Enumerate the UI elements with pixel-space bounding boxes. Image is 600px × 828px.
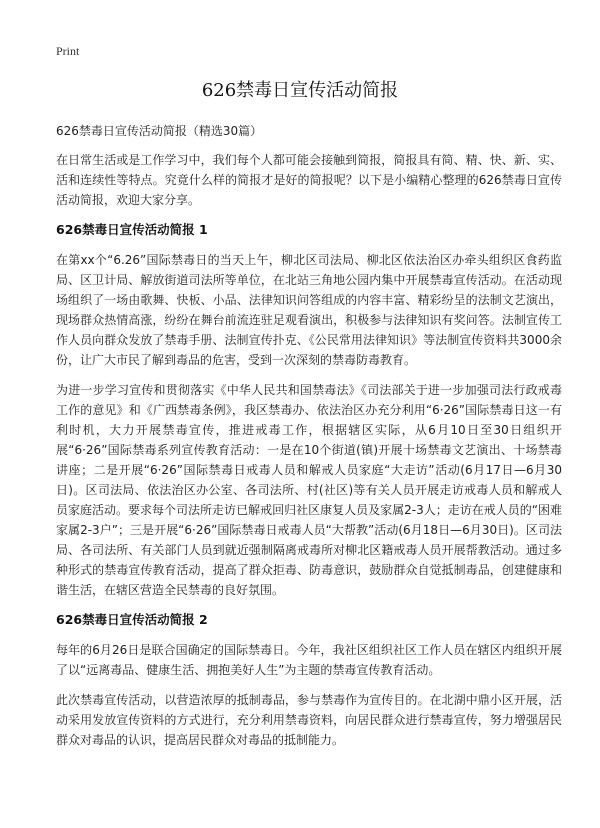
document-body (56, 150, 562, 760)
section-2-paragraph-1: 每年的6月26日是联合国确定的国际禁毒日。今年，我社区组织社区工作人员在辖区内组织开展了以“远离毒品、健康生活、拥抱美好人生”为主题的禁毒宣传教育活动。 (56, 643, 562, 677)
section-1-paragraph-2: 为进一步学习宣传和贯彻落实《中华人民共和国禁毒法》《司法部关于进一步加强司法行政戒毒工作的意见》和《广西禁毒条例》，我区禁毒办、依法治区办充分利用“6·26”国际禁毒日这一有利时机，大力开展禁毒宣传，推进戒毒工作，根据辖区实际，从6月10日至30日组织开展“6·26”国际禁毒系列宣传教育活动：一是在10个街道(镇)开展十场禁毒文艺演出、十场禁毒讲座；二是开展“6·26”国际禁毒日戒毒人员和解戒人员家庭“大走访”活动(6月17日—6月30日)。区司法局、依法治区办公室、各司法所、村(社区)等有关人员开展走访戒毒人员和解戒人员家庭活动。要求每个司法所走访已解戒回归社区康复人员及家属2-3人；走访在戒人员的“困难家属2-3户”；三是开展“6·26”国际禁毒日戒毒人员“大帮教”活动(6月18日—6月30日)。区司法局、各司法所、有关部门人员到就近强制隔离戒毒所对柳北区籍戒毒人员开展帮教活动。通过多种形式的禁毒宣传教育活动，提高了群众拒毒、防毒意识，鼓励群众自觉抵制毒品，创建健康和谐生活，在辖区营造全民禁毒的良好氛围。 (56, 383, 562, 597)
section-heading-1: 626禁毒日宣传活动简报 1 (56, 222, 208, 237)
section-heading-2: 626禁毒日宣传活动简报 2 (56, 612, 208, 627)
section-2-paragraph-2: 此次禁毒宣传活动，以营造浓厚的抵制毒品，参与禁毒作为宣传目的。在北湖中鼎小区开展，活动采用发放宣传资料的方式进行，充分利用禁毒资料，向居民群众进行禁毒宣传，努力增强居民群众对毒品的认识，提高居民群众对毒品的抵制能力。 (56, 693, 562, 747)
document-title: 626禁毒日宣传活动简报 (201, 80, 399, 101)
document-subtitle: 626禁毒日宣传活动简报（精选30篇） (56, 124, 263, 138)
print-link[interactable]: Print (56, 44, 80, 58)
intro-paragraph: 在日常生活或是工作学习中，我们每个人都可能会接触到简报，简报具有简、精、快、新、实、活和连续性等特点。究竟什么样的简报才是好的简报呢？以下是小编精心整理的626禁毒日宣传活动简报，欢迎大家分享。 (56, 153, 562, 207)
section-1-paragraph-1: 在第xx个“6.26”国际禁毒日的当天上午，柳北区司法局、柳北区依法治区办牵头组织区食药监局、区卫计局、解放街道司法所等单位，在北站三角地公园内集中开展禁毒宣传活动。在活动现场组织了一场由歌舞、快板、小品、法律知识问答组成的内容丰富、精彩纷呈的法制文艺演出，现场群众热情高涨，纷纷在舞台前流连驻足观看演出，积极参与法律知识有奖问答。法制宣传工作人员向群众发放了禁毒手册、法制宣传扑克、《公民常用法律知识》等法制宣传资料共3000余份，让广大市民了解到毒品的危害，受到一次深刻的禁毒防毒教育。 (56, 253, 562, 367)
